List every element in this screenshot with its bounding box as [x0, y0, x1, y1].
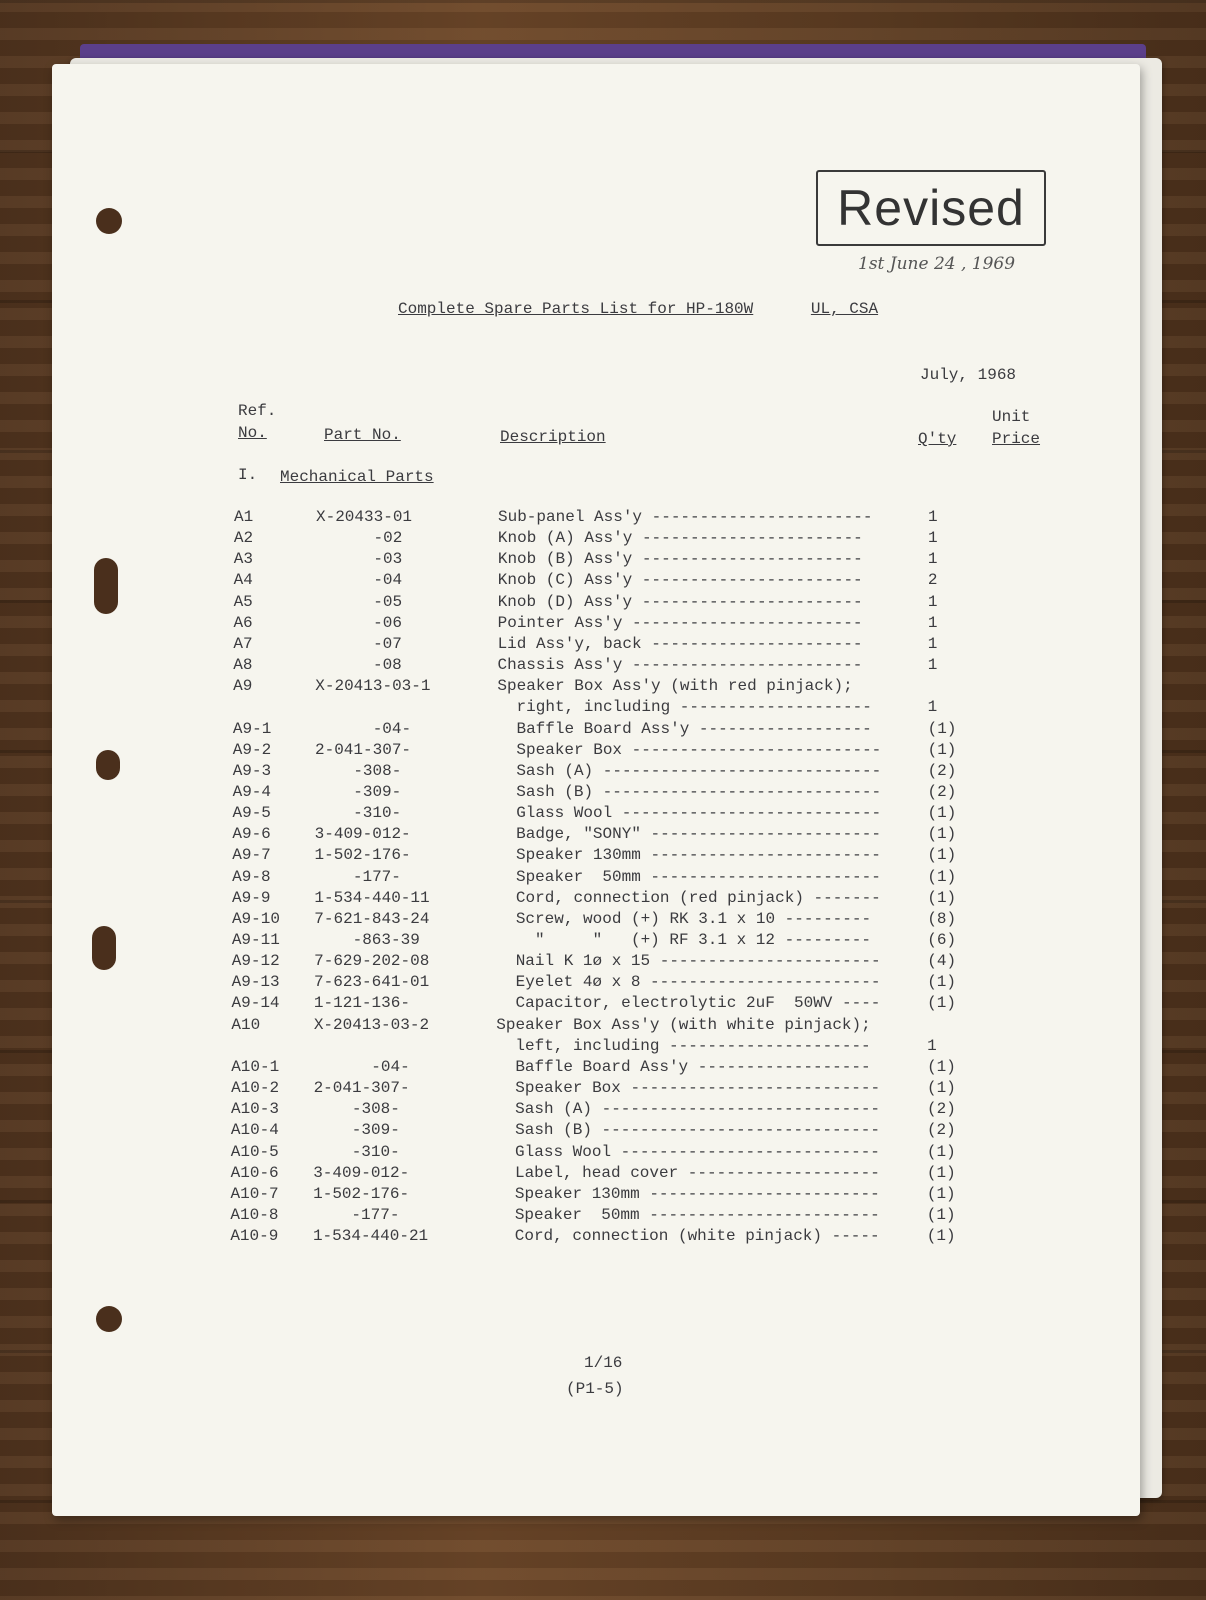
description-cell: Lid Ass'y, back ---------------------- — [497, 634, 863, 653]
description-cell: Speaker 50mm ------------------------ — [496, 867, 881, 886]
part-number-cell: X-20433-01 — [316, 508, 413, 526]
quantity-cell: (1) — [926, 1163, 956, 1182]
quantity-cell: (8) — [927, 909, 957, 928]
page-number: 1/16 — [584, 1354, 623, 1372]
part-number-cell: -309- — [313, 1121, 400, 1140]
description-cell: Baffle Board Ass'y ------------------ — [497, 719, 872, 738]
description-cell: Glass Wool --------------------------- — [495, 1142, 880, 1161]
part-number-cell: -177- — [313, 1205, 400, 1224]
part-number-cell: 7-623-641-01 — [314, 973, 430, 992]
description-cell: Label, head cover -------------------- — [495, 1163, 880, 1182]
punch-hole-2 — [94, 558, 118, 614]
ref-cell: A9-4 — [232, 782, 271, 801]
part-number-cell: 3-409-012- — [313, 1163, 410, 1182]
part-number-cell: -08 — [315, 656, 402, 675]
ref-cell: A10-3 — [230, 1100, 279, 1119]
part-number-cell: -04 — [315, 571, 403, 590]
ref-cell: A4 — [233, 571, 253, 590]
quantity-cell: 1 — [927, 698, 938, 717]
ref-cell: A1 — [234, 508, 254, 526]
part-number-cell: -04- — [313, 1057, 410, 1076]
description-cell: Speaker Box -------------------------- — [496, 1079, 881, 1098]
header-unit: Unit — [992, 408, 1031, 426]
quantity-cell: 1 — [927, 592, 938, 611]
description-cell: Speaker 130mm ------------------------ — [495, 1184, 880, 1203]
description-cell: Sash (B) ----------------------------- — [495, 1121, 880, 1140]
description-cell: Knob (D) Ass'y ----------------------- — [497, 592, 863, 611]
document-page — [52, 64, 1140, 1516]
description-cell: Knob (C) Ass'y ----------------------- — [497, 571, 863, 590]
part-number-cell: -03 — [315, 550, 403, 569]
description-cell: Speaker 130mm ------------------------ — [496, 846, 881, 865]
quantity-cell: (1) — [927, 888, 957, 907]
description-cell: Speaker Box Ass'y (with red pinjack); — [497, 677, 853, 696]
part-number-cell: 1-121-136- — [313, 994, 410, 1013]
ref-cell: A9 — [233, 677, 253, 696]
ref-cell: A9-9 — [232, 888, 271, 907]
header-qty: Q'ty — [918, 430, 957, 448]
title-text: Complete Spare Parts List for HP-180W — [398, 300, 754, 318]
description-cell: Eyelet 4ø x 8 ------------------------ — [496, 973, 881, 992]
part-number-cell: -308- — [313, 1100, 400, 1119]
punch-hole-1 — [96, 208, 122, 234]
ref-cell: A10-5 — [230, 1142, 279, 1161]
ref-cell: A9-7 — [232, 846, 271, 865]
description-cell: Pointer Ass'y ------------------------ — [497, 613, 863, 632]
ref-cell: A2 — [233, 529, 254, 548]
part-number-cell: 1-502-176- — [313, 1184, 410, 1203]
handwritten-revision-date: 1st June 24 , 1969 — [858, 254, 1016, 274]
description-cell: Cord, connection (white pinjack) ----- — [495, 1227, 880, 1246]
ref-cell: A9-3 — [232, 761, 272, 780]
quantity-cell: (2) — [926, 1100, 956, 1119]
part-number-cell: 2-041-307- — [313, 1079, 410, 1098]
quantity-cell: (4) — [927, 952, 957, 971]
quantity-cell: (1) — [927, 719, 957, 738]
ref-cell: A9-6 — [232, 825, 271, 844]
quantity-cell: 1 — [927, 550, 938, 569]
ref-cell: A9-8 — [232, 867, 271, 886]
description-cell: right, including -------------------- — [497, 698, 872, 717]
description-cell: Nail K 1ø x 15 ----------------------- — [496, 952, 881, 971]
part-number-cell: -06 — [315, 613, 402, 632]
header-ref-1: Ref. — [238, 402, 277, 420]
ref-cell: A8 — [233, 656, 253, 675]
description-cell: Speaker Box -------------------------- — [497, 740, 882, 759]
quantity-cell: (1) — [926, 1205, 956, 1224]
part-number-cell: -863-39 — [314, 931, 420, 949]
description-cell: " " (+) RF 3.1 x 12 --------- — [496, 931, 872, 949]
punch-hole-4 — [92, 926, 116, 970]
header-part-no: Part No. — [324, 426, 401, 444]
part-number-cell: 1-534-440-11 — [314, 888, 430, 907]
quantity-cell: (2) — [927, 782, 957, 801]
part-number-cell: 2-041-307- — [315, 740, 412, 759]
document-date: July, 1968 — [920, 366, 1017, 384]
quantity-cell: (1) — [927, 846, 957, 865]
quantity-cell: 1 — [927, 656, 938, 675]
part-number-cell: X-20413-03-1 — [315, 677, 431, 696]
description-cell: Baffle Board Ass'y ------------------ — [496, 1057, 871, 1076]
description-cell: Knob (A) Ass'y ----------------------- — [497, 529, 863, 548]
quantity-cell: (1) — [927, 825, 957, 844]
description-cell: Badge, "SONY" ------------------------ — [496, 825, 881, 844]
quantity-cell: 2 — [927, 571, 938, 590]
ref-cell: A6 — [233, 613, 253, 632]
ref-cell: A9-13 — [231, 973, 280, 992]
ref-cell: A9-10 — [231, 909, 280, 928]
quantity-cell: (1) — [927, 994, 956, 1013]
ref-cell: A10-6 — [230, 1163, 279, 1182]
ref-cell: A5 — [233, 592, 253, 611]
quantity-cell: (1) — [927, 1057, 956, 1076]
ref-cell: A9-1 — [232, 719, 272, 738]
ref-cell: A9-11 — [231, 931, 280, 949]
ref-cell: A7 — [233, 634, 253, 653]
ref-cell: A9-14 — [231, 994, 280, 1013]
ref-cell: A10-7 — [230, 1184, 279, 1203]
ref-cell: A10-9 — [230, 1227, 279, 1246]
description-cell: Cord, connection (red pinjack) ------- — [496, 888, 881, 907]
quantity-cell: (1) — [927, 740, 957, 759]
quantity-cell: (1) — [927, 973, 957, 992]
quantity-cell: (6) — [927, 931, 957, 949]
ref-cell: A3 — [233, 550, 253, 569]
ref-cell: A10-8 — [230, 1205, 279, 1224]
quantity-cell: 1 — [927, 1036, 937, 1055]
quantity-cell: (2) — [926, 1121, 956, 1140]
approvals-text: UL, CSA — [810, 300, 879, 318]
part-number-cell: -177- — [314, 867, 401, 886]
quantity-cell: 1 — [927, 634, 938, 653]
description-cell: Speaker Box Ass'y (with white pinjack); — [496, 1015, 871, 1034]
part-number-cell: -308- — [314, 761, 402, 780]
quantity-cell: (2) — [927, 761, 957, 780]
quantity-cell: (1) — [926, 1227, 956, 1246]
part-number-cell: -07 — [315, 634, 402, 653]
header-description: Description — [500, 428, 606, 446]
quantity-cell: (1) — [927, 867, 957, 886]
quantity-cell: (1) — [926, 1184, 956, 1203]
ref-cell: A10-2 — [231, 1079, 280, 1098]
punch-hole-5 — [96, 1306, 122, 1332]
part-number-cell: -04- — [315, 719, 412, 738]
part-number-cell: 3-409-012- — [314, 825, 411, 844]
description-cell: Chassis Ass'y ------------------------ — [497, 656, 863, 675]
quantity-cell: (1) — [927, 1079, 956, 1098]
header-ref-2: No. — [238, 424, 267, 442]
header-price: Price — [992, 430, 1041, 448]
ref-cell: A9-2 — [232, 740, 272, 759]
part-number-cell: -309- — [314, 782, 402, 801]
section-number: I. — [238, 466, 258, 484]
quantity-cell: 1 — [927, 529, 938, 548]
description-cell: Sash (B) ----------------------------- — [497, 782, 882, 801]
description-cell: Sash (A) ----------------------------- — [495, 1100, 881, 1119]
quantity-cell: 1 — [928, 508, 938, 526]
part-number-cell: X-20413-03-2 — [313, 1015, 430, 1034]
part-number-cell: 1-534-440-21 — [312, 1227, 429, 1246]
part-number-cell: 7-621-843-24 — [314, 909, 430, 928]
quantity-cell: (1) — [926, 1142, 956, 1161]
punch-hole-3 — [96, 750, 120, 780]
part-number-cell: 7-629-202-08 — [314, 952, 430, 971]
part-number-cell: -02 — [315, 529, 403, 548]
quantity-cell: 1 — [927, 613, 938, 632]
part-number-cell: -05 — [315, 592, 403, 611]
ref-cell: A10 — [231, 1015, 261, 1034]
description-cell: Speaker 50mm ------------------------ — [495, 1205, 880, 1224]
part-number-cell: 1-502-176- — [314, 846, 411, 865]
page-code: (P1-5) — [566, 1380, 624, 1398]
revised-stamp: Revised — [816, 170, 1046, 246]
quantity-cell: (1) — [927, 804, 957, 823]
ref-cell: A9-5 — [232, 804, 271, 823]
section-title: Mechanical Parts — [280, 468, 434, 486]
description-cell: Screw, wood (+) RK 3.1 x 10 --------- — [496, 909, 872, 928]
ref-cell: A9-12 — [231, 952, 280, 971]
part-number-cell: -310- — [313, 1142, 400, 1161]
part-number-cell: -310- — [314, 804, 402, 823]
document-title — [398, 300, 878, 318]
description-cell: Knob (B) Ass'y ----------------------- — [497, 550, 863, 569]
description-cell: Sash (A) ----------------------------- — [497, 761, 882, 780]
ref-cell: A10-1 — [231, 1057, 280, 1076]
description-cell: Capacitor, electrolytic 2uF 50WV ---- — [496, 994, 881, 1013]
ref-cell: A10-4 — [230, 1121, 279, 1140]
description-cell: left, including --------------------- — [496, 1036, 871, 1055]
description-cell: Sub-panel Ass'y ----------------------- — [498, 508, 873, 526]
description-cell: Glass Wool --------------------------- — [496, 804, 882, 823]
